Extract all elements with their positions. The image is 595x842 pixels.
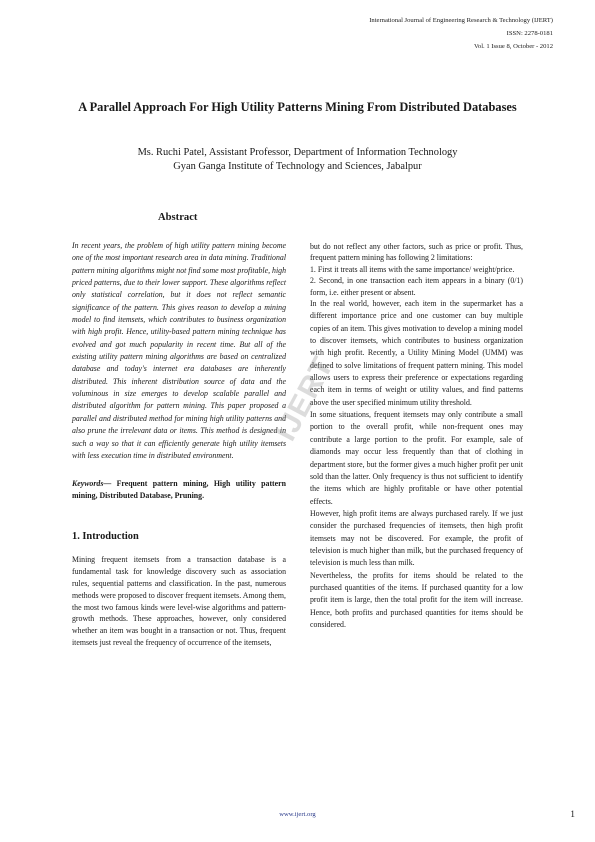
paragraph: However, high profit items are always purchased rarely. If we just consider the purchased frequencies of itemsets, then high profit itemsets may not be discovered. For example, the profit of television is much higher than milk, but the purchased frequency of television is much less than milk. xyxy=(310,508,523,568)
keywords xyxy=(72,478,286,502)
list-item: 2. Second, in one transaction each item appears in a binary (0/1) form, i.e. either present or absent. xyxy=(310,276,523,297)
paragraph: In the real world, however, each item in the supermarket has a different importance price and one customer can buy multiple copies of an item. This gives motivation to develop a mining model to discover itemsets, which contributes to business organization with high profit. Recently, a Utility Mining Model (UMM) was defined to solve limitations of frequent pattern mining. This model allows users to express their preference or expectations regarding each item in terms of weight or utility values, and find patterns above the user specified minimum utility threshold. xyxy=(310,299,523,407)
abstract-text: In recent years, the problem of high utility pattern mining become one of the most important research area in data mining. Traditional pattern mining algorithms might not find some most profitable, high priced patterns, due to their lower support. These algorithms reflect only statistical correlation, but it does not reflect semantic significance of the pattern. This gives reason to develop a mining model to find itemsets, which contributes to business organization with high profit. Hence, utility-based pattern mining technique has evolved and got much popularity in recent time. But all of the existing utility pattern mining algorithms are based on centralized database and today's internet era databases are inherently distributed. This inherent distribution source of data and the voluminous in size emerges to develop scalable parallel and distributed algorithm for pattern mining. This paper proposed a parallel and distributed method for mining high utility patterns and also prune the irrelevant data or items. This method is designed in such a way so that it can efficiently generate high utility itemsets with less execution time in distributed environment. xyxy=(72,241,286,460)
author-block xyxy=(60,146,535,174)
author-line: Ms. Ruchi Patel, Assistant Professor, Department of Information Technology xyxy=(137,147,458,158)
journal-header xyxy=(369,14,553,53)
section-heading-introduction: 1. Introduction xyxy=(72,531,139,543)
list-item: 1. First it treats all items with the same importance/ weight/price. xyxy=(310,264,515,274)
paragraph: In some situations, frequent itemsets may only contribute a small portion to the overall profit, while non-frequent ones may contribute a large portion to the profit. For example, sale of diamonds may occur less frequently than that of clothing in department store, but the former gives a much higher profit per unit sold than the latter. Only frequency is thus not sufficient to identify the items which are highly profitable or have other potential effects. xyxy=(310,410,523,506)
footer-link[interactable]: www.ijert.org xyxy=(279,811,316,818)
paragraph: but do not reflect any other factors, such as price or profit. Thus, frequent pattern mining has following 2 limitations: xyxy=(310,242,523,263)
left-column xyxy=(72,240,286,649)
journal-name: International Journal of Engineering Research & Technology (IJERT) xyxy=(369,17,553,24)
keywords-label: Keywords xyxy=(72,479,104,489)
right-column xyxy=(310,241,523,631)
affiliation-line: Gyan Ganga Institute of Technology and Sciences, Jabalpur xyxy=(173,161,422,172)
abstract-heading: Abstract xyxy=(158,212,198,223)
introduction-text: Mining frequent itemsets from a transaction database is a fundamental task for knowledge discovery such as association rules, sequential patterns and classification. In the past, numerous methods were proposed to discover frequent itemsets. Among them, the most two famous kinds were level-wise algorithms and pattern-growth methods. These approaches, however, only considered whether an item was bought in a transaction or not. Thus, frequent itemsets just reveal the frequency of occurrence of the itemsets, xyxy=(72,555,286,648)
paragraph: Nevertheless, the profits for items should be related to the purchased quantities of the items. If purchased quantity for a low profit item is large, then the total profit for the item will increase. Hence, both profits and purchased quantities for items should be considered. xyxy=(310,570,523,629)
journal-issn: ISSN: 2278-0181 xyxy=(506,30,553,37)
paper-title: A Parallel Approach For High Utility Patterns Mining From Distributed Databases xyxy=(78,100,517,114)
page-number: 1 xyxy=(570,810,575,820)
journal-volume: Vol. 1 Issue 8, October - 2012 xyxy=(474,43,553,50)
keywords-text: — Frequent pattern mining, High utility pattern mining, Distributed Database, Pruning. xyxy=(72,479,286,501)
watermark: IJERT xyxy=(268,351,341,447)
